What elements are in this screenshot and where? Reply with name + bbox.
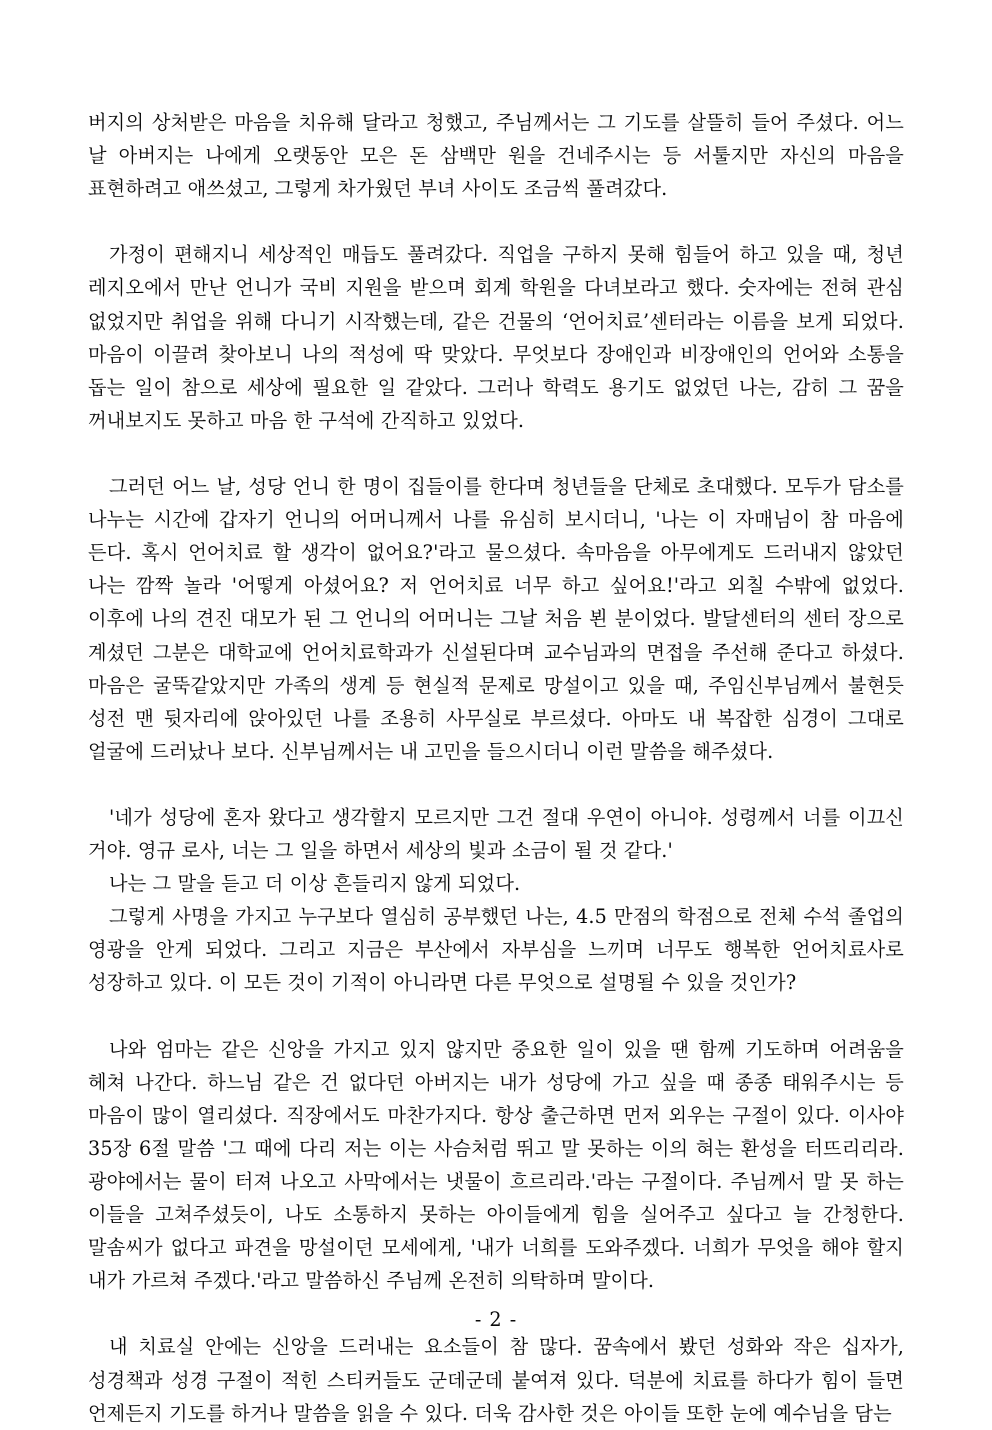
paragraph-4: '네가 성당에 혼자 왔다고 생각할지 모르지만 그건 절대 우연이 아니야. 성령께서 너를 이끄신 거야. 영규 로사, 너는 그 일을 하면서 세상의 빛과 소금이 될 것 같다.' [88,805,904,863]
paragraph-5: 나는 그 말을 듣고 더 이상 흔들리지 않게 되었다. [109,872,521,896]
paragraph-2: 가정이 편해지니 세상적인 매듭도 풀려갔다. 직업을 구하지 못해 힘들어 하고 있을 때, 청년 레지오에서 만난 언니가 국비 지원을 받으며 회계 학원을 다녀보라고 했다. 숫자에는 전혀 관심 없었지만 취업을 위해 다니기 시작했는데, 같은 건물의 ‘언어치료’센터라는 이름을 보게 되었다. 마음이 이끌려 찾아보니 나의 적성에 딱 맞았다. 무엇보다 장애인과 비장애인의 언어와 소통을 돕는 일이 참으로 세상에 필요한 일 같았다. 그러나 학력도 용기도 없었던 나는, 감히 그 꿈을 꺼내보지도 못하고 마음 한 구석에 간직하고 있었다. [88,243,904,432]
paragraph-3: 그러던 어느 날, 성당 언니 한 명이 집들이를 한다며 청년들을 단체로 초대했다. 모두가 담소를 나누는 시간에 갑자기 언니의 어머니께서 나를 유심히 보시더니, '나는 이 자매님이 참 마음에 든다. 혹시 언어치료 할 생각이 없어요?'라고 물으셨다. 속마음을 아무에게도 드러내지 않았던 나는 깜짝 놀라 '어떻게 아셨어요? 저 언어치료 너무 하고 싶어요!'라고 외칠 수밖에 없었다. 이후에 나의 견진 대모가 된 그 언니의 어머니는 그날 처음 뵌 분이었다. 발달센터의 센터 장으로 계셨던 그분은 대학교에 언어치료학과가 신설된다며 교수님과의 면접을 주선해 준다고 하셨다. 마음은 굴뚝같았지만 가족의 생계 등 현실적 문제로 망설이고 있을 때, 주임신부님께서 불현듯 성전 맨 뒷자리에 앉아있던 나를 조용히 사무실로 부르셨다. 아마도 내 복잡한 심경이 그대로 얼굴에 드러났나 보다. 신부님께서는 내 고민을 들으시더니 이런 말씀을 해주셨다. [88,475,904,763]
paragraph-6: 그렇게 사명을 가지고 누구보다 열심히 공부했던 나는, 4.5 만점의 학점으로 전체 수석 졸업의 영광을 안게 되었다. 그리고 지금은 부산에서 자부심을 느끼며 너무도 행복한 언어치료사로 성장하고 있다. 이 모든 것이 기적이 아니라면 다른 무엇으로 설명될 수 있을 것인가? [88,905,904,995]
paragraph-1: 버지의 상처받은 마음을 치유해 달라고 청했고, 주님께서는 그 기도를 살뜰히 들어 주셨다. 어느 날 아버지는 나에게 오랫동안 모은 돈 삼백만 원을 건네주시는 등 서툴지만 자신의 마음을 표현하려고 애쓰셨고, 그렇게 차가웠던 부녀 사이도 조금씩 풀려갔다. [88,111,904,201]
paragraph-7: 나와 엄마는 같은 신앙을 가지고 있지 않지만 중요한 일이 있을 땐 함께 기도하며 어려움을 헤쳐 나간다. 하느님 같은 건 없다던 아버지는 내가 성당에 가고 싶을 때 종종 태워주시는 등 마음이 많이 열리셨다. 직장에서도 마찬가지다. 항상 출근하면 먼저 외우는 구절이 있다. 이사야 35장 6절 말씀 '그 때에 다리 저는 이는 사슴처럼 뛰고 말 못하는 이의 혀는 환성을 터뜨리리라. 광야에서는 물이 터져 나오고 사막에서는 냇물이 흐르리라.'라는 구절이다. 주님께서 말 못 하는 이들을 고쳐주셨듯이, 나도 소통하지 못하는 아이들에게 힘을 실어주고 싶다고 늘 간청한다. 말솜씨가 없다고 파견을 망설이던 모세에게, '내가 너희를 도와주겠다. 너희가 무엇을 해야 할지 내가 가르쳐 주겠다.'라고 말씀하신 주님께 온전히 의탁하며 말이다. [88,1037,904,1293]
body-text-column [88,106,904,1430]
page-number: - 2 - [474,1308,518,1331]
paragraph-8: 내 치료실 안에는 신앙을 드러내는 요소들이 참 많다. 꿈속에서 봤던 성화와 작은 십자가, 성경책과 성경 구절이 적힌 스티커들도 군데군데 붙여져 있다. 덕분에 치료를 하다가 힘이 들면 언제든지 기도를 하거나 말씀을 읽을 수 있다. 더욱 감사한 것은 아이들 또한 눈에 예수님을 담는 [88,1335,904,1425]
